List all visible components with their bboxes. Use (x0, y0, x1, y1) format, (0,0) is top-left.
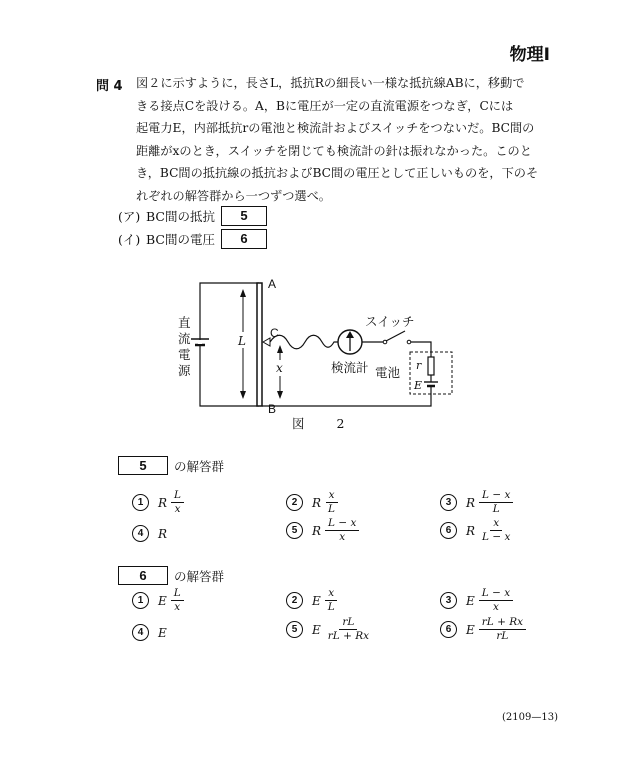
option-prefix: E (312, 622, 321, 637)
option-6-4[interactable] (132, 624, 171, 641)
option-prefix: E (158, 625, 167, 640)
option-5-4[interactable] (132, 525, 171, 542)
answer-box: 6 (118, 566, 168, 585)
numerator: L − x (479, 489, 513, 503)
option-5-5[interactable] (286, 517, 359, 544)
arrowhead (277, 345, 283, 353)
answer-box: 5 (221, 206, 267, 226)
question-line: 図２に示すように，長さL，抵抗Rの細長い一様な抵抗線ABに，移動で (136, 76, 525, 90)
label-c: C (270, 326, 279, 340)
fraction (325, 489, 338, 516)
denominator: x (174, 601, 181, 613)
numerator: x (490, 517, 502, 531)
resistance-wire-ab (257, 283, 262, 406)
arrowhead (240, 391, 246, 399)
fraction (479, 616, 526, 643)
option-prefix: R (466, 495, 476, 510)
fraction (479, 587, 513, 614)
answer-group-header (118, 566, 224, 585)
question-line: きる接点Cを設ける。A，Bに電圧が一定の直流電源をつなぎ，Cには (136, 98, 514, 113)
option-prefix: E (466, 622, 475, 637)
option-prefix: R (158, 526, 168, 541)
question-line: き，BC間の抵抗線の抵抗およびBC間の電圧として正しいものを，下のそ (136, 166, 539, 181)
denominator: L (492, 503, 500, 515)
option-number: 6 (440, 522, 457, 539)
denominator: L (327, 601, 335, 613)
arrowhead (240, 289, 246, 297)
numerator: L (171, 587, 184, 601)
fraction (325, 587, 338, 614)
answer-box: 6 (221, 229, 267, 249)
subject-title: 物理Ⅰ (509, 45, 550, 65)
label-b: B (268, 402, 277, 416)
question-number: 問 4 (96, 79, 123, 94)
label-source-1: 直 (178, 315, 191, 330)
denominator: L (328, 503, 336, 515)
option-prefix: R (158, 495, 168, 510)
denominator: x (492, 601, 499, 613)
option-number: 1 (132, 494, 149, 511)
option-5-3[interactable] (440, 489, 513, 516)
numerator: L − x (479, 587, 513, 601)
option-number: 4 (132, 525, 149, 542)
denominator: rL (496, 630, 509, 642)
figure-caption: 図 2 (292, 416, 359, 431)
part-label: (ア) (118, 209, 141, 224)
part-text: BC間の電圧 (146, 232, 215, 247)
option-6-5[interactable] (286, 616, 372, 643)
fraction (325, 616, 372, 643)
option-5-6[interactable] (440, 517, 513, 544)
option-6-1[interactable] (132, 587, 184, 614)
denominator: x (339, 531, 346, 543)
option-prefix: E (466, 593, 475, 608)
option-6-2[interactable] (286, 587, 338, 614)
label-r: r (416, 359, 422, 372)
option-5-1[interactable] (132, 489, 184, 516)
option-prefix: E (158, 593, 167, 608)
switch-icon (386, 331, 405, 341)
label-galvanometer: 検流計 (331, 360, 369, 375)
fraction (479, 489, 513, 516)
label-battery: 電池 (375, 365, 401, 380)
page-code: (2109—13) (502, 712, 558, 723)
question-line: 距離がxのとき，スイッチを閉じても検流計の針は振れなかった。このと (136, 143, 532, 158)
fraction (479, 517, 513, 544)
group-suffix: の解答群 (174, 458, 225, 474)
option-prefix: E (312, 593, 321, 608)
arrowhead (277, 391, 283, 399)
label-a: A (268, 277, 277, 291)
option-prefix: R (312, 523, 322, 538)
numerator: rL (339, 616, 357, 630)
answer-group-header (118, 456, 224, 475)
option-6-6[interactable] (440, 616, 526, 643)
label-x: x (276, 361, 283, 375)
option-number: 3 (440, 494, 457, 511)
group-suffix: の解答群 (174, 568, 225, 584)
option-5-2[interactable] (286, 489, 338, 516)
numerator: x (326, 489, 338, 503)
option-number: 4 (132, 624, 149, 641)
part-label: (イ) (118, 232, 141, 247)
fraction (325, 517, 359, 544)
option-6-3[interactable] (440, 587, 513, 614)
internal-resistance-r (428, 357, 434, 375)
label-source-2: 流 (178, 331, 191, 346)
label-source-3: 電 (178, 347, 191, 362)
contact-c (263, 338, 270, 346)
denominator: x (174, 503, 181, 515)
option-number: 2 (286, 592, 303, 609)
option-number: 5 (286, 621, 303, 638)
label-switch: スイッチ (365, 314, 415, 329)
part-text: BC間の抵抗 (146, 209, 215, 224)
label-source-4: 源 (178, 363, 191, 378)
fraction (171, 587, 184, 614)
denominator: rL + Rx (327, 630, 370, 642)
numerator: L (171, 489, 184, 503)
numerator: L − x (325, 517, 359, 531)
option-prefix: R (466, 523, 476, 538)
question-line: れぞれの解答群から一つずつ選べ。 (136, 188, 331, 203)
numerator: rL + Rx (479, 616, 526, 630)
option-number: 1 (132, 592, 149, 609)
denominator: L − x (482, 531, 511, 543)
fraction (171, 489, 184, 516)
answer-box: 5 (118, 456, 168, 475)
option-number: 5 (286, 522, 303, 539)
option-prefix: R (312, 495, 322, 510)
question-line: 起電力E，内部抵抗rの電池と検流計およびスイッチをつないだ。BC間の (136, 121, 535, 136)
option-number: 2 (286, 494, 303, 511)
option-number: 3 (440, 592, 457, 609)
label-l: L (238, 334, 246, 348)
label-e: E (414, 379, 423, 392)
option-number: 6 (440, 621, 457, 638)
numerator: x (325, 587, 337, 601)
